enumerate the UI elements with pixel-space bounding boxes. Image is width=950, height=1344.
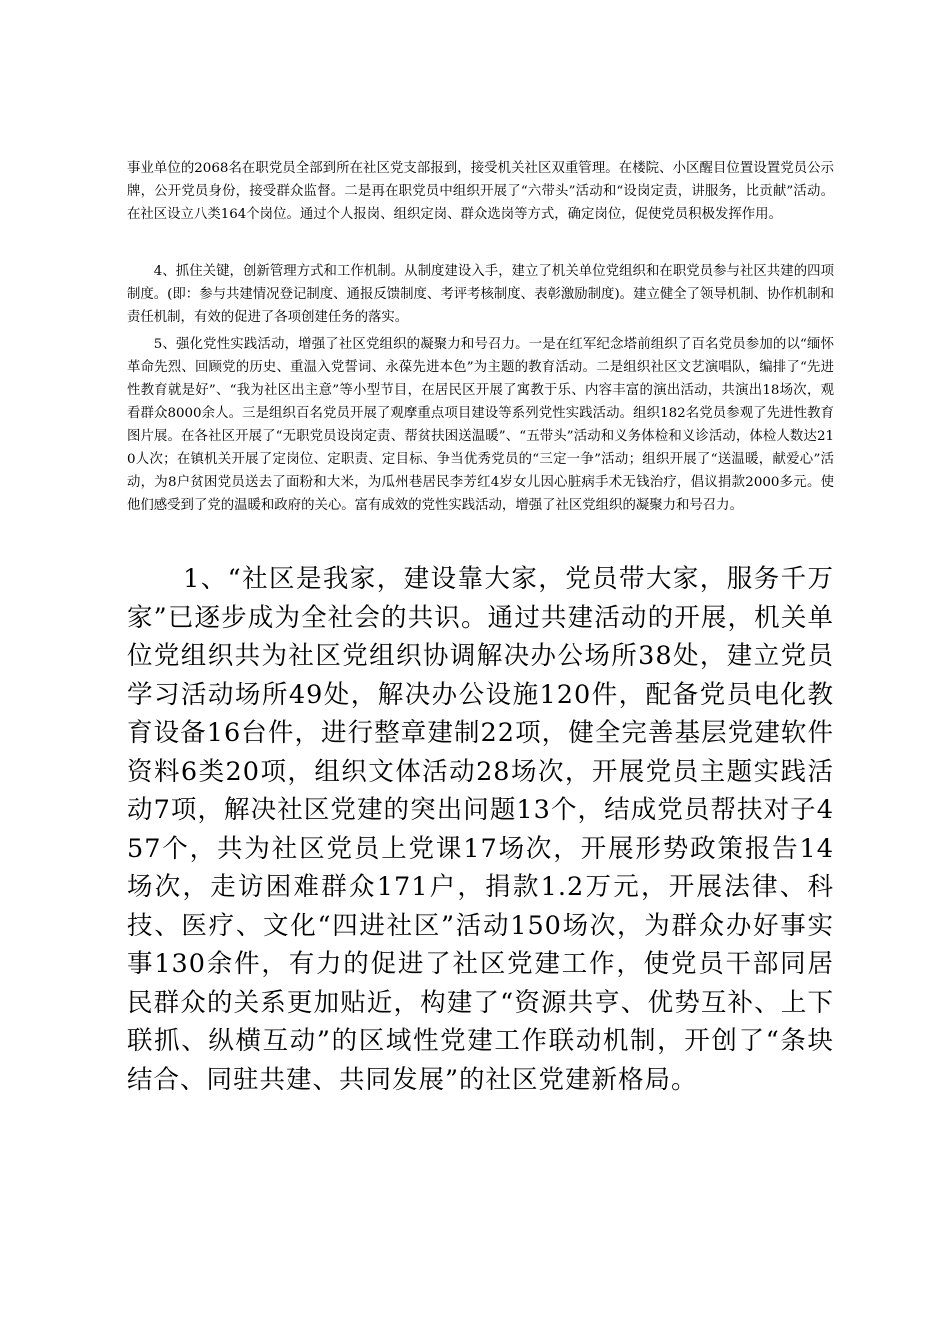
paragraph-item-4: 4、抓住关键，创新管理方式和工作机制。从制度建设入手，建立了机关单位党组织和在职党员参与社区共建的四项制度。(即：参与共建情况登记制度、通报反馈制度、考评考核制度、表彰激励制度)。建立健全了领导机制、协作机制和责任机制，有效的促进了各项创建任务的落实。 — [127, 264, 834, 325]
paragraph-item-1-large: 1、“社区是我家，建设靠大家，党员带大家，服务千万家”已逐步成为全社会的共识。通过共建活动的开展，机关单位党组织共为社区党组织协调解决办公场所38处，建立党员学习活动场所49处，解决办公设施120件，配备党员电化教育设备16台件，进行整章建制22项，健全完善基层党建软件资料6类20项，组织文体活动28场次，开展党员主题实践活动7项，解决社区党建的突出问题13个，结成党员帮扶对子457个，共为社区党员上党课17场次，开展形势政策报告14场次，走访困难群众171户，捐款1.2万元，开展法律、科技、医疗、文化“四进社区”活动150场次，为群众办好事实事130余件，有力的促进了社区党建工作，使党员干部同居民群众的关系更加贴近，构建了“资源共亨、优势互补、上下联抓、纵横互动”的区域性党建工作联动机制，开创了“条块结合、同驻共建、共同发展”的社区党建新格局。 — [127, 564, 834, 1095]
paragraph-item-5: 5、强化党性实践活动，增强了社区党组织的凝聚力和号召力。一是在红军纪念塔前组织了百名党员参加的以“缅怀革命先烈、回顾党的历史、重温入党誓词、永葆先进本色”为主题的教育活动。二是组织社区文艺演唱队，编排了“先进性教育就是好”、“我为社区出主意”等小型节目，在居民区开展了寓教于乐、内容丰富的演出活动，共演出18场次，观看群众8000余人。三是组织百名党员开展了观摩重点项目建设等系列党性实践活动。组织182名党员参观了先进性教育图片展。在各社区开展了“无职党员设岗定责、帮贫扶困送温暖”、“五带头”活动和义务体检和义诊活动，体检人数达210人次；在镇机关开展了定岗位、定职责、定目标、争当优秀党员的“三定一争”活动；组织开展了“送温暖，献爱心”活动，为8户贫困党员送去了面粉和大米，为瓜州巷居民李芳红4岁女儿因心脏病手术无钱治疗，倡议捐款2000多元。使他们感受到了党的温暖和政府的关心。富有成效的党性实践活动，增强了社区党组织的凝聚力和号召力。 — [127, 337, 834, 513]
paragraph-continued: 事业单位的2068名在职党员全部到所在社区党支部报到，接受机关社区双重管理。在楼院、小区醒目位置设置党员公示牌，公开党员身份，接受群众监督。二是再在职党员中组织开展了“六带头”活动和“设岗定责，讲服务，比贡献”活动。在社区设立八类164个岗位。通过个人报岗、组织定岗、群众选岗等方式，确定岗位，促使党员积极发挥作用。 — [127, 161, 834, 222]
